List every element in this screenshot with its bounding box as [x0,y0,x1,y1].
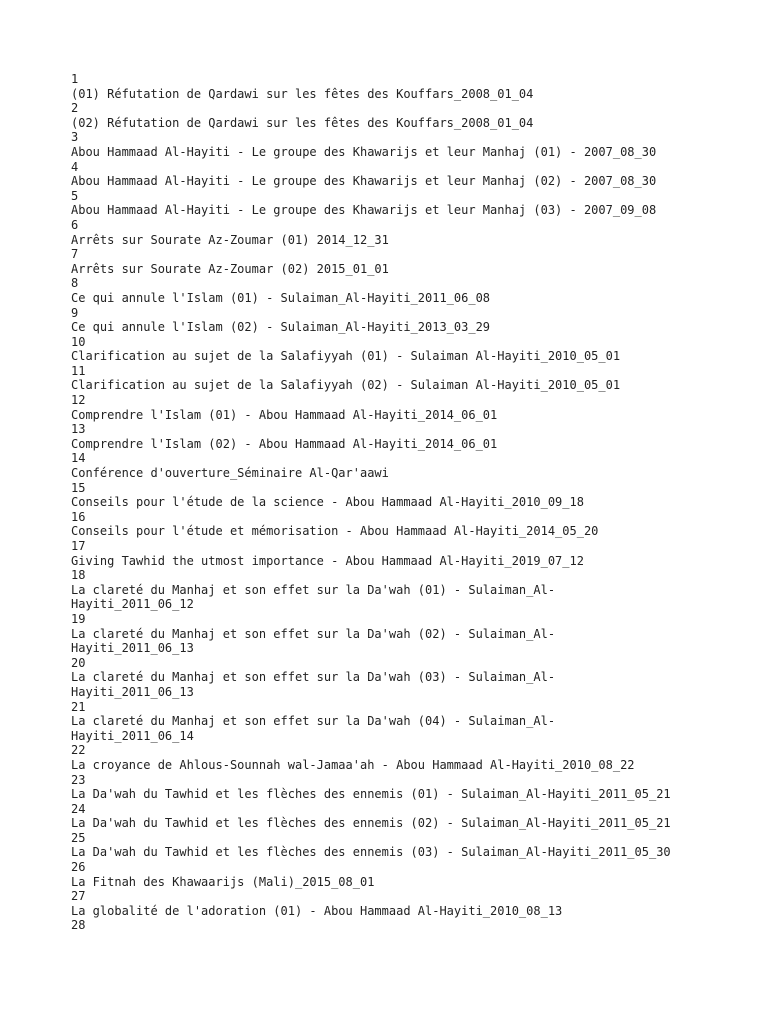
entry-title-line: La clareté du Manhaj et son effet sur la Da'wah (03) - Sulaiman_Al- [71,670,556,685]
entry-number: 8 [71,276,79,291]
entry-title-line: Arrêts sur Sourate Az-Zoumar (02) 2015_01_01 [71,261,389,276]
entry-title-line: Hayiti_2011_06_12 [71,597,194,612]
entry-title-line: Abou Hammaad Al-Hayiti - Le groupe des Khawarijs et leur Manhaj (03) - 2007_09_08 [71,203,657,218]
entry-number: 7 [71,247,79,262]
entry-number: 13 [71,422,86,437]
entry-title-line: La globalité de l'adoration (01) - Abou Hammaad Al-Hayiti_2010_08_13 [71,903,563,918]
entry-title-line: Hayiti_2011_06_13 [71,641,194,656]
entry-number: 12 [71,393,86,408]
entry-title-line: Ce qui annule l'Islam (01) - Sulaiman_Al-Hayiti_2011_06_08 [71,290,491,305]
entry-title-line: Conférence d'ouverture_Séminaire Al-Qar'aawi [71,466,389,481]
entry-title-line: Abou Hammaad Al-Hayiti - Le groupe des Khawarijs et leur Manhaj (01) - 2007_08_30 [71,144,657,159]
entry-number: 3 [71,130,79,145]
entry-number: 23 [71,772,86,787]
entry-title-line: La croyance de Ahlous-Sounnah wal-Jamaa'ah - Abou Hammaad Al-Hayiti_2010_08_22 [71,757,635,772]
entry-number: 20 [71,655,86,670]
entry-number: 15 [71,480,86,495]
entry-title-line: Comprendre l'Islam (02) - Abou Hammaad Al-Hayiti_2014_06_01 [71,436,498,451]
entry-title-line: La clareté du Manhaj et son effet sur la Da'wah (02) - Sulaiman_Al- [71,626,556,641]
entry-number: 6 [71,217,79,232]
entry-title-line: Clarification au sujet de la Salafiyyah (01) - Sulaiman Al-Hayiti_2010_05_01 [71,349,621,364]
entry-title-line: Conseils pour l'étude de la science - Abou Hammaad Al-Hayiti_2010_09_18 [71,495,584,510]
entry-number: 14 [71,451,86,466]
entry-number: 11 [71,363,86,378]
entry-title-line: La Da'wah du Tawhid et les flèches des ennemis (01) - Sulaiman_Al-Hayiti_2011_05_21 [71,787,671,802]
entry-number: 10 [71,334,86,349]
entry-title-line: La clareté du Manhaj et son effet sur la Da'wah (04) - Sulaiman_Al- [71,714,556,729]
entry-title-line: Comprendre l'Islam (01) - Abou Hammaad Al-Hayiti_2014_06_01 [71,407,498,422]
entry-number: 18 [71,568,86,583]
entry-number: 26 [71,860,86,875]
entry-title-line: La Da'wah du Tawhid et les flèches des ennemis (03) - Sulaiman_Al-Hayiti_2011_05_30 [71,845,671,860]
entry-number: 2 [71,101,79,116]
entry-number: 27 [71,889,86,904]
entry-number: 21 [71,699,86,714]
entry-number: 28 [71,918,86,933]
entry-title-line: La clareté du Manhaj et son effet sur la Da'wah (01) - Sulaiman_Al- [71,582,556,597]
entry-number: 25 [71,830,86,845]
entry-number: 1 [71,72,79,86]
entry-title-line: (01) Réfutation de Qardawi sur les fêtes des Kouffars_2008_01_04 [71,86,534,101]
entry-title-line: La Da'wah du Tawhid et les flèches des ennemis (02) - Sulaiman_Al-Hayiti_2011_05_21 [71,816,671,831]
entry-number: 16 [71,509,86,524]
entry-number: 19 [71,611,86,626]
entry-number: 5 [71,188,79,203]
entry-number: 24 [71,801,86,816]
entry-title-line: Giving Tawhid the utmost importance - Abou Hammaad Al-Hayiti_2019_07_12 [71,553,584,568]
document-page [71,72,761,933]
entry-title-line: Arrêts sur Sourate Az-Zoumar (01) 2014_12_31 [71,232,389,247]
entry-title-line: Clarification au sujet de la Salafiyyah (02) - Sulaiman Al-Hayiti_2010_05_01 [71,378,621,393]
entry-number: 9 [71,305,79,320]
entry-title-line: Abou Hammaad Al-Hayiti - Le groupe des Khawarijs et leur Manhaj (02) - 2007_08_30 [71,174,657,189]
entry-title-line: Ce qui annule l'Islam (02) - Sulaiman_Al-Hayiti_2013_03_29 [71,320,491,335]
entry-title-line: Conseils pour l'étude et mémorisation - Abou Hammaad Al-Hayiti_2014_05_20 [71,524,599,539]
entry-title-line: (02) Réfutation de Qardawi sur les fêtes des Kouffars_2008_01_04 [71,115,534,130]
entry-number: 4 [71,159,79,174]
entry-number: 22 [71,743,86,758]
entry-title-line: La Fitnah des Khawaarijs (Mali)_2015_08_01 [71,874,375,889]
entry-number: 17 [71,539,86,553]
entry-title-line: Hayiti_2011_06_14 [71,728,194,743]
entry-title-line: Hayiti_2011_06_13 [71,684,194,699]
